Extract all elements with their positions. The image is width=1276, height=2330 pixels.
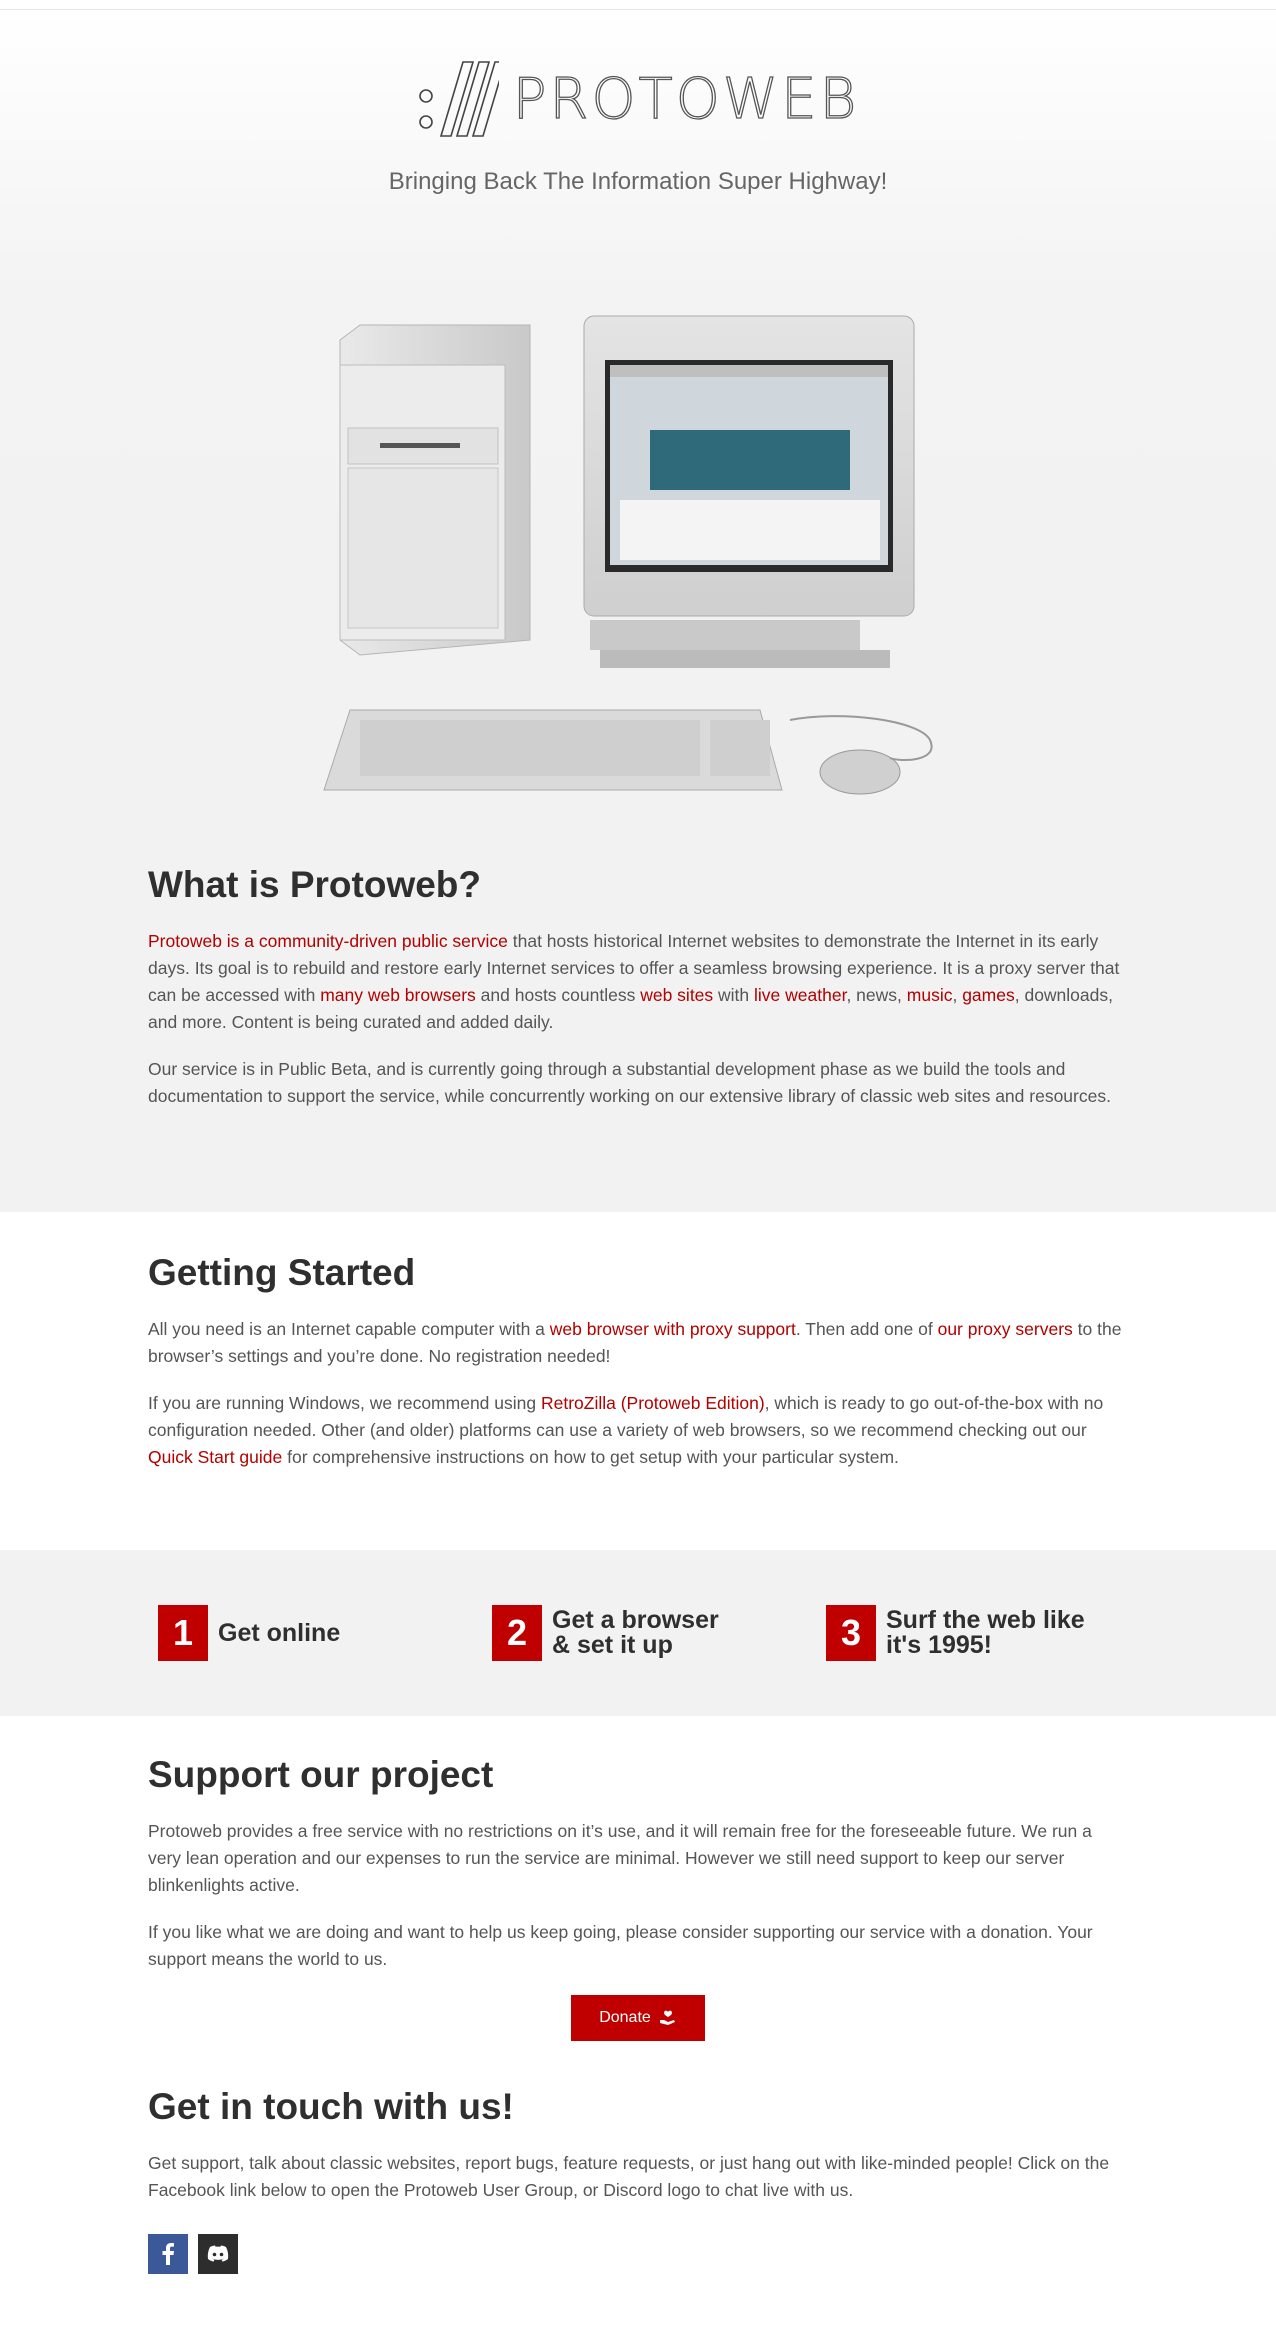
support-section bbox=[0, 1716, 1276, 2038]
getting-started-section bbox=[0, 1212, 1276, 1550]
step-line-1: Surf the web like bbox=[886, 1606, 1085, 1634]
text-span: , news, bbox=[846, 985, 907, 1005]
step-number: 2 bbox=[492, 1605, 542, 1661]
contact-title: Get in touch with us! bbox=[148, 2086, 514, 2127]
text-span: , which is ready to go out-of-the-box with no configuration needed. Other (and older) platforms can use a variety of web browsers, so we recommend checking out our bbox=[148, 1393, 1104, 1440]
site-logo[interactable] bbox=[0, 56, 1276, 142]
contact-section bbox=[0, 2038, 1276, 2274]
step-line-1: Get a browser bbox=[552, 1606, 719, 1634]
support-title: Support our project bbox=[148, 1754, 494, 1795]
text-span: , bbox=[952, 985, 963, 1005]
support-paragraph-1: Protoweb provides a free service with no restrictions on it’s use, and it will remain free for the foreseeable future. We run a very lean operation and our expenses to run the service are minimal. However we still need support to keep our server blinkenlights active. bbox=[148, 1821, 1092, 1895]
step-line-2: it's 1995! bbox=[886, 1631, 993, 1659]
music-link[interactable]: music bbox=[906, 985, 953, 1005]
text-span: to the browser’s settings and you’re done. No registration needed! bbox=[148, 1319, 1122, 1366]
getting-started-paragraph-1 bbox=[148, 1316, 1128, 1370]
donate-label: Donate bbox=[599, 2009, 651, 2026]
step-label bbox=[886, 1608, 1085, 1658]
getting-started-title: Getting Started bbox=[148, 1252, 416, 1293]
text-span: for comprehensive instructions on how to get setup with your particular system. bbox=[282, 1447, 899, 1467]
retro-computer-illustration bbox=[320, 310, 960, 810]
contact-paragraph: Get support, talk about classic websites, report bugs, feature requests, or just hang out with like-minded people! Click on the Facebook link below to open the Protoweb User Group, or Discord logo to chat live with us. bbox=[148, 2153, 1110, 2200]
step-line-2: & set it up bbox=[552, 1631, 673, 1659]
logo-wordmark: PROTOWEB bbox=[512, 66, 860, 132]
social-links bbox=[148, 2234, 1128, 2274]
retrozilla-link[interactable]: RetroZilla (Protoweb Edition) bbox=[540, 1393, 765, 1413]
text-span: , downloads, and more. Content is being curated and added daily. bbox=[148, 985, 1113, 1032]
facebook-icon bbox=[161, 2243, 175, 2265]
browser-proxy-support-link[interactable]: web browser with proxy support bbox=[549, 1319, 796, 1339]
text-span: and hosts countless bbox=[475, 985, 641, 1005]
text-span: that hosts historical Internet websites to demonstrate the Internet in its early days. Its goal is to rebuild and restore early Internet services to offer a seamless browsing experience. It is a proxy server that can be accessed with bbox=[148, 931, 1120, 1005]
step-2 bbox=[492, 1605, 826, 1661]
what-is-title: What is Protoweb? bbox=[148, 864, 481, 905]
live-weather-link[interactable]: live weather bbox=[754, 985, 847, 1005]
text-span: All you need is an Internet capable computer with a bbox=[148, 1319, 550, 1339]
step-number: 3 bbox=[826, 1605, 876, 1661]
text-span: If you are running Windows, we recommend using bbox=[148, 1393, 541, 1413]
step-label bbox=[218, 1618, 341, 1647]
step-3 bbox=[826, 1605, 1160, 1661]
many-web-browsers-link[interactable]: many web browsers bbox=[320, 985, 476, 1005]
discord-icon bbox=[207, 2245, 229, 2263]
facebook-link[interactable] bbox=[148, 2234, 188, 2274]
protoweb-logo-mark-icon bbox=[417, 56, 499, 142]
step-number: 1 bbox=[158, 1605, 208, 1661]
quick-start-guide-link[interactable]: Quick Start guide bbox=[148, 1447, 283, 1467]
getting-started-paragraph-2 bbox=[148, 1390, 1128, 1471]
donate-hand-icon bbox=[659, 2010, 677, 2026]
donate-button[interactable] bbox=[571, 1995, 705, 2041]
what-is-paragraph-1 bbox=[148, 928, 1128, 1036]
step-line-1: Get online bbox=[218, 1618, 341, 1647]
step-1 bbox=[158, 1605, 492, 1661]
text-span: with bbox=[713, 985, 755, 1005]
step-label bbox=[552, 1608, 719, 1658]
text-span: . Then add one of bbox=[795, 1319, 938, 1339]
hero bbox=[0, 10, 1276, 808]
web-sites-link[interactable]: web sites bbox=[640, 985, 714, 1005]
proxy-servers-link[interactable]: our proxy servers bbox=[937, 1319, 1073, 1339]
steps-band bbox=[0, 1550, 1276, 1716]
support-paragraph-2: If you like what we are doing and want to help us keep going, please consider supporting our service with a donation. Your support means the world to us. bbox=[148, 1922, 1093, 1969]
games-link[interactable]: games bbox=[962, 985, 1015, 1005]
donate-wrap bbox=[148, 1995, 1128, 2041]
discord-link[interactable] bbox=[198, 2234, 238, 2274]
community-service-link[interactable]: Protoweb is a community-driven public service bbox=[148, 931, 508, 951]
tagline: Bringing Back The Information Super Highway! bbox=[388, 168, 888, 195]
top-rule bbox=[0, 0, 1276, 10]
what-is-section bbox=[0, 808, 1276, 1212]
what-is-paragraph-2: Our service is in Public Beta, and is currently going through a substantial development phase as we build the tools and documentation to support the service, while concurrently working on our extensive library of classic web sites and resources. bbox=[148, 1059, 1111, 1106]
